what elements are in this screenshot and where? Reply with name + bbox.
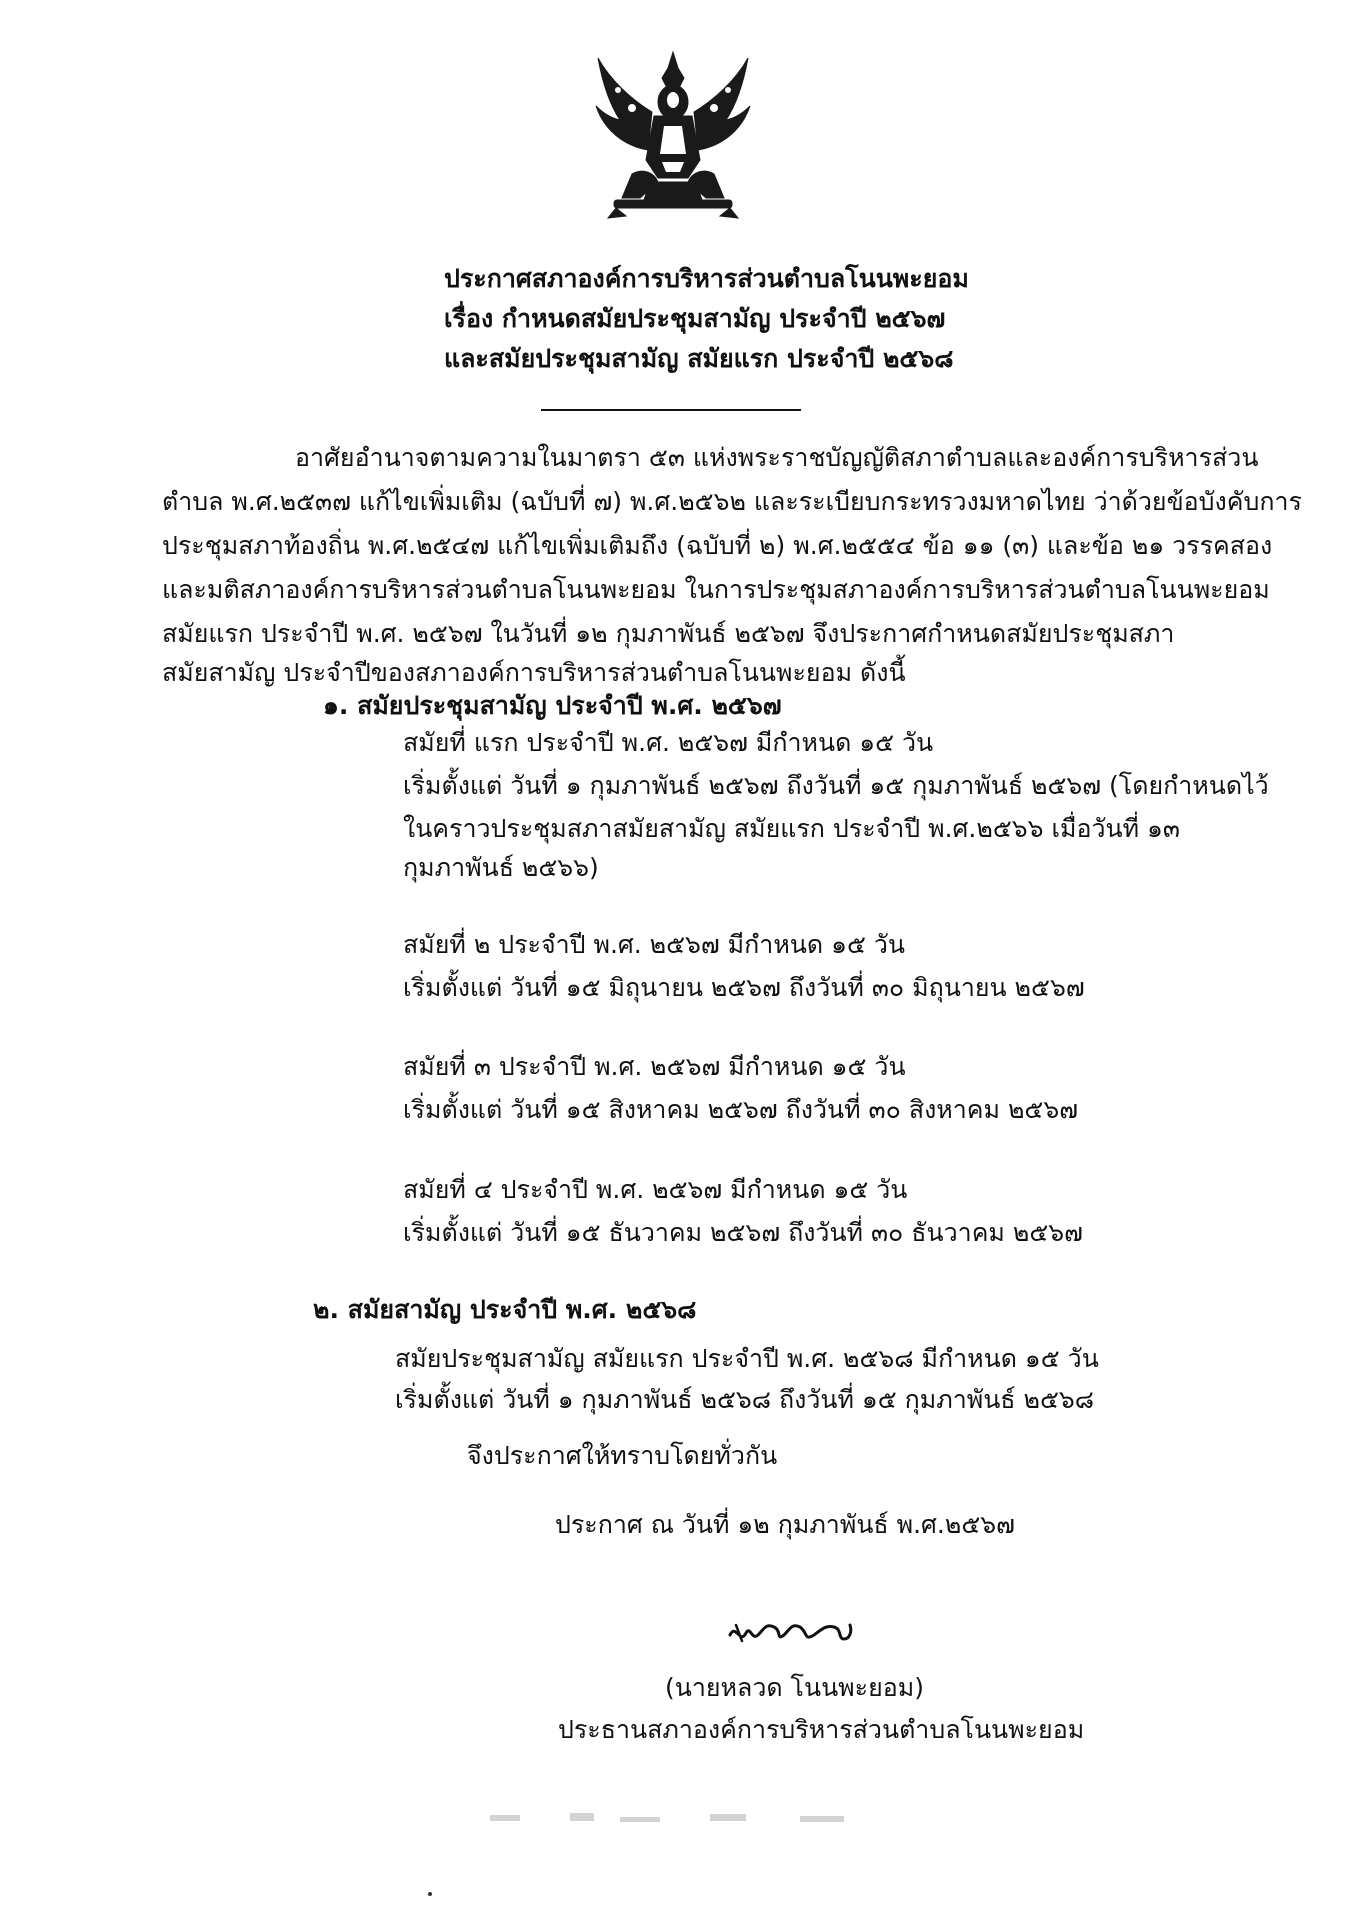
intro-line: อาศัยอำนาจตามความในมาตรา ๕๓ แห่งพระราชบัญญัติสภาตำบลและองค์การบริหารส่วน [295,443,1259,472]
section-2-heading: ๒. สมัยสามัญ ประจำปี พ.ศ. ๒๕๖๘ [313,1295,697,1324]
session-3-line: เริ่มตั้งแต่ วันที่ ๑๕ สิงหาคม ๒๕๖๗ ถึงวันที่ ๓๐ สิงหาคม ๒๕๖๗ [403,1095,1079,1124]
document-subject: เรื่อง กำหนดสมัยประชุมสามัญ ประจำปี ๒๕๖๗ [444,304,946,333]
document-title: ประกาศสภาองค์การบริหารส่วนตำบลโนนพะยอม [444,264,969,293]
session-1-line: เริ่มตั้งแต่ วันที่ ๑ กุมภาพันธ์ ๒๕๖๗ ถึงวันที่ ๑๕ กุมภาพันธ์ ๒๕๖๗ (โดยกำหนดไว้ [403,771,1269,800]
faded-stamp-mark [480,1805,900,1831]
section-2-line: เริ่มตั้งแต่ วันที่ ๑ กุมภาพันธ์ ๒๕๖๘ ถึงวันที่ ๑๕ กุมภาพันธ์ ๒๕๖๘ [395,1385,1095,1414]
intro-line: ประชุมสภาท้องถิ่น พ.ศ.๒๕๔๗ แก้ไขเพิ่มเติมถึง (ฉบับที่ ๒) พ.ศ.๒๕๕๔ ข้อ ๑๑ (๓) และข้อ ๒๑ วรรคสอง [162,531,1273,560]
section-1-heading: ๑. สมัยประชุมสามัญ ประจำปี พ.ศ. ๒๕๖๗ [323,691,782,720]
signer-name: (นายหลวด โนนพะยอม) [665,1673,924,1702]
section-2-line: สมัยประชุมสามัญ สมัยแรก ประจำปี พ.ศ. ๒๕๖๘ มีกำหนด ๑๕ วัน [395,1344,1099,1373]
intro-line: ตำบล พ.ศ.๒๕๓๗ แก้ไขเพิ่มเติม (ฉบับที่ ๗) พ.ศ.๒๕๖๒ และระเบียบกระทรวงมหาดไทย ว่าด้วยข้อบังคับการ [162,487,1302,516]
session-1-line: สมัยที่ แรก ประจำปี พ.ศ. ๒๕๖๗ มีกำหนด ๑๕ วัน [403,728,934,757]
closing-announcement: จึงประกาศให้ทราบโดยทั่วกัน [467,1441,778,1470]
session-1-line: ในคราวประชุมสภาสมัยสามัญ สมัยแรก ประจำปี พ.ศ.๒๕๖๖ เมื่อวันที่ ๑๓ [403,814,1181,843]
title-divider [541,409,801,411]
session-2-line: เริ่มตั้งแต่ วันที่ ๑๕ มิถุนายน ๒๕๖๗ ถึงวันที่ ๓๐ มิถุนายน ๒๕๖๗ [403,973,1085,1002]
scan-speck [428,1892,432,1896]
garuda-emblem-icon [592,50,754,220]
intro-line: และมติสภาองค์การบริหารส่วนตำบลโนนพะยอม ในการประชุมสภาองค์การบริหารส่วนตำบลโนนพะยอม [162,575,1270,604]
session-3-line: สมัยที่ ๓ ประจำปี พ.ศ. ๒๕๖๗ มีกำหนด ๑๕ วัน [403,1052,906,1081]
session-4-line: เริ่มตั้งแต่ วันที่ ๑๕ ธันวาคม ๒๕๖๗ ถึงวันที่ ๓๐ ธันวาคม ๒๕๖๗ [403,1218,1083,1247]
signer-position: ประธานสภาองค์การบริหารส่วนตำบลโนนพะยอม [558,1715,1085,1744]
announcement-date: ประกาศ ณ วันที่ ๑๒ กุมภาพันธ์ พ.ศ.๒๕๖๗ [555,1510,1015,1539]
handwritten-signature [726,1605,866,1655]
session-4-line: สมัยที่ ๔ ประจำปี พ.ศ. ๒๕๖๗ มีกำหนด ๑๕ วัน [403,1175,908,1204]
document-subject-line2: และสมัยประชุมสามัญ สมัยแรก ประจำปี ๒๕๖๘ [444,344,954,373]
session-1-line: กุมภาพันธ์ ๒๕๖๖) [403,853,599,882]
intro-line: สมัยแรก ประจำปี พ.ศ. ๒๕๖๗ ในวันที่ ๑๒ กุมภาพันธ์ ๒๕๖๗ จึงประกาศกำหนดสมัยประชุมสภา [162,619,1175,648]
intro-line: สมัยสามัญ ประจำปีของสภาองค์การบริหารส่วนตำบลโนนพะยอม ดังนี้ [162,658,906,687]
session-2-line: สมัยที่ ๒ ประจำปี พ.ศ. ๒๕๖๗ มีกำหนด ๑๕ วัน [403,930,905,959]
